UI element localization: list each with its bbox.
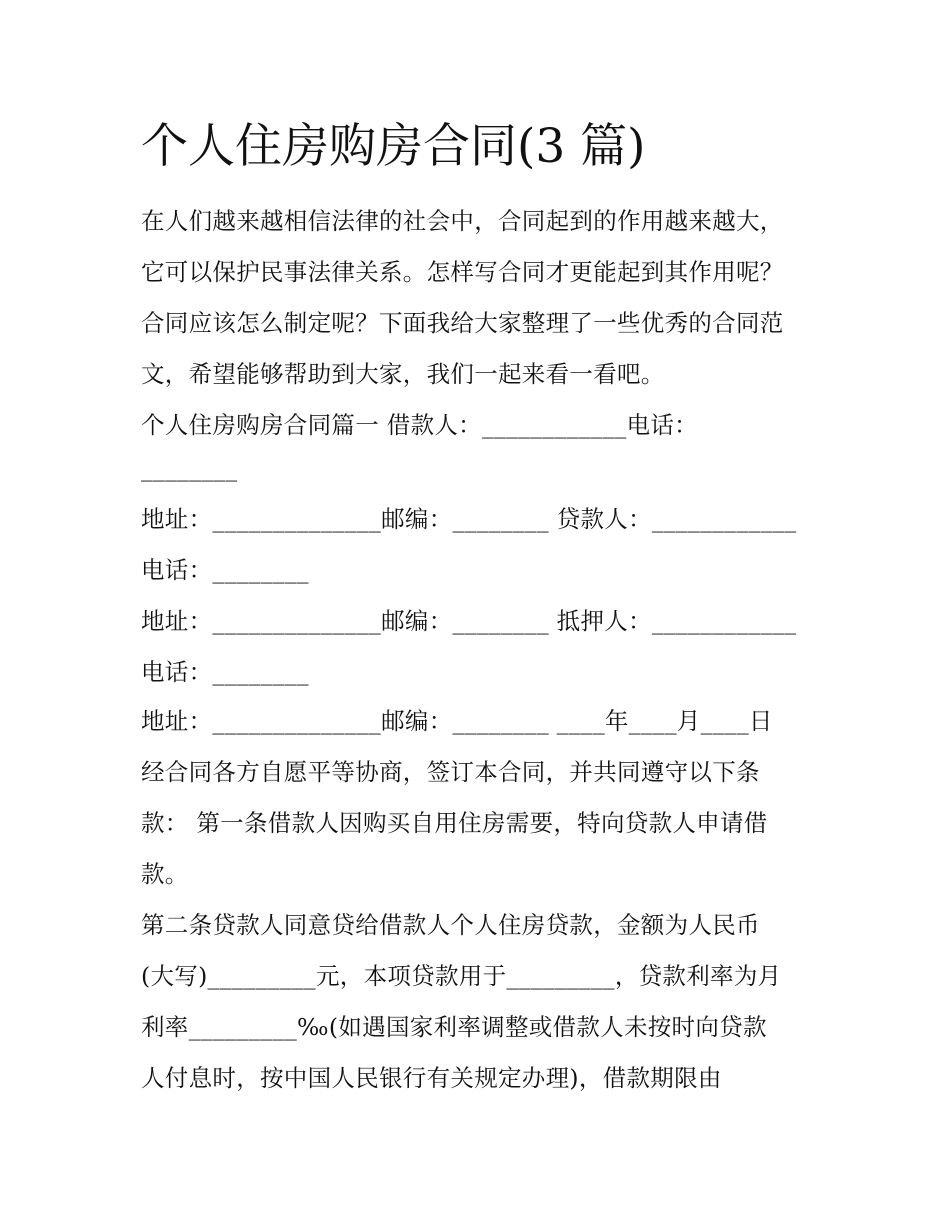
body-line: 人付息时，按中国人民银行有关规定办理)，借款期限由 — [141, 1064, 722, 1092]
body-line: 款： 第一条借款人因购买自用住房需要，特向贷款人申请借 — [141, 809, 768, 837]
body-line: 合同应该怎么制定呢？下面我给大家整理了一些优秀的合同范 — [141, 309, 784, 337]
body-line: 电话：________ — [141, 556, 309, 584]
body-line: 经合同各方自愿平等协商，签订本合同，并共同遵守以下条 — [141, 758, 760, 786]
body-line: 款。 — [141, 860, 189, 888]
body-line: 个人住房购房合同篇一 借款人：____________电话： — [141, 411, 698, 439]
body-line: 地址：______________邮编：________ 抵押人：____________ — [141, 607, 797, 635]
body-line: 地址：______________邮编：________ 贷款人：____________ — [141, 505, 797, 533]
document-title: 个人住房购房合同(3 篇) — [141, 119, 646, 174]
body-line: 电话：________ — [141, 658, 309, 686]
body-line: 第二条贷款人同意贷给借款人个人住房贷款，金额为人民币 — [141, 911, 760, 939]
body-line: (大写)_________元，本项贷款用于_________，贷款利率为月 — [141, 962, 782, 990]
body-line: 地址：______________邮编：________ ____年____月____日 — [141, 707, 773, 735]
body-line: 它可以保护民事法律关系。怎样写合同才更能起到其作用呢？ — [141, 258, 784, 286]
body-line: 在人们越来越相信法律的社会中，合同起到的作用越来越大， — [141, 207, 784, 235]
body-line: ________ — [141, 454, 238, 482]
body-line: 利率_________‰(如遇国家利率调整或借款人未按时向贷款 — [141, 1013, 767, 1041]
body-line: 文，希望能够帮助到大家，我们一起来看一看吧。 — [141, 360, 665, 388]
